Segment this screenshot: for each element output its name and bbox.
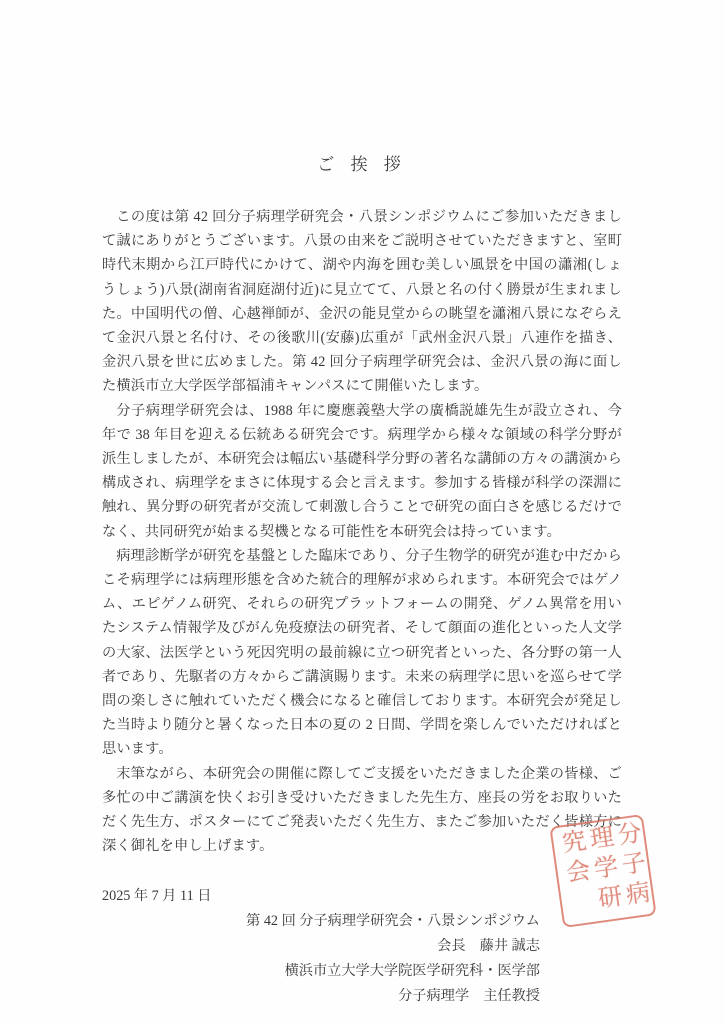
paragraph-intro-hakkei: この度は第 42 回分子病理学研究会・八景シンポジウムにご参加いただきまして誠にありがとうございます。八景の由来をご説明させていただきますと、室町時代末期から江戸時代にかけて、湖や内海を囲む美しい風景を中国の瀟湘(しょうしょう)八景(湖南省洞庭湖付近)に見立てて、八景と名の付く勝景が生まれました。中国明代の僧、心越禅師が、金沢の能見堂からの眺望を瀟湘八景になぞらえて金沢八景と名付け、その後歌川(安藤)広重が「武州金沢八景」八連作を描き、金沢八景を世に広めました。第 42 回分子病理学研究会は、金沢八景の海に面した横浜市立大学医学部福浦キャンパスにて開催いたします。 <box>102 209 622 395</box>
signature-position: 分子病理学 主任教授 <box>398 988 540 1005</box>
body-text <box>0 205 724 858</box>
seal-column-left: 究会 <box>555 827 591 891</box>
seal-column-middle: 理学研 <box>583 823 622 917</box>
signature-affiliation: 横浜市立大学大学院医学研究科・医学部 <box>284 963 540 980</box>
seal-column-right: 分子病 <box>611 819 650 913</box>
paragraph-program-overview: 病理診断学が研究を基盤とした臨床であり、分子生物学的研究が進む中だからこそ病理学には病理形態を含めた統合的理解が求められます。本研究会ではゲノム、エピゲノム研究、それらの研究プラットフォームの開発、ゲノム異常を用いたシステム情報学及びがん免疫療法の研究者、そして顔面の進化といった人文学の大家、法医学という死因究明の最前線に立つ研究者といった、各分野の第一人者であり、先駆者の方々からご講演賜ります。未来の病理学に思いを巡らせて学問の楽しさに触れていただく機会になると確信しております。本研究会が発足した当時より随分と暑くなった日本の夏の 2 日間、学問を楽しんでいただければと思います。 <box>102 547 622 758</box>
signature-symposium-name: 第 42 回 分子病理学研究会・八景シンポジウム <box>246 913 540 930</box>
paragraph-acknowledgements: 末筆ながら、本研究会の開催に際してご支援をいただきました企業の皆様、ご多忙の中ご講演を快くお引き受けいただきました先生方、座長の労をお取りいただく先生方、ポスターにてご発表いただく先生方、またご参加いただく皆様方に深く御礼を申し上げます。 <box>102 765 622 855</box>
red-seal-stamp <box>549 814 656 928</box>
date-line: 2025 年 7 月 11 日 <box>102 888 212 905</box>
page-title: ご 挨 拶 <box>317 155 407 174</box>
signature-chairperson-name: 会長 藤井 誠志 <box>437 938 540 955</box>
signature-block <box>0 909 724 1009</box>
paragraph-society-history: 分子病理学研究会は、1988 年に慶應義塾大学の廣橋説雄先生が設立され、今年で 38 年目を迎える伝統ある研究会です。病理学から様々な領域の科学分野が派生しましたが、本研究会は幅広い基礎科学分野の著名な講師の方々の講演から構成され、病理学をまさに体現する会と言えます。参加する皆様が科学の深淵に触れ、異分野の研究者が交流して刺激し合うことで研究の面白さを感じるだけでなく、共同研究が始まる契機となる可能性を本研究会は持っています。 <box>102 402 622 540</box>
